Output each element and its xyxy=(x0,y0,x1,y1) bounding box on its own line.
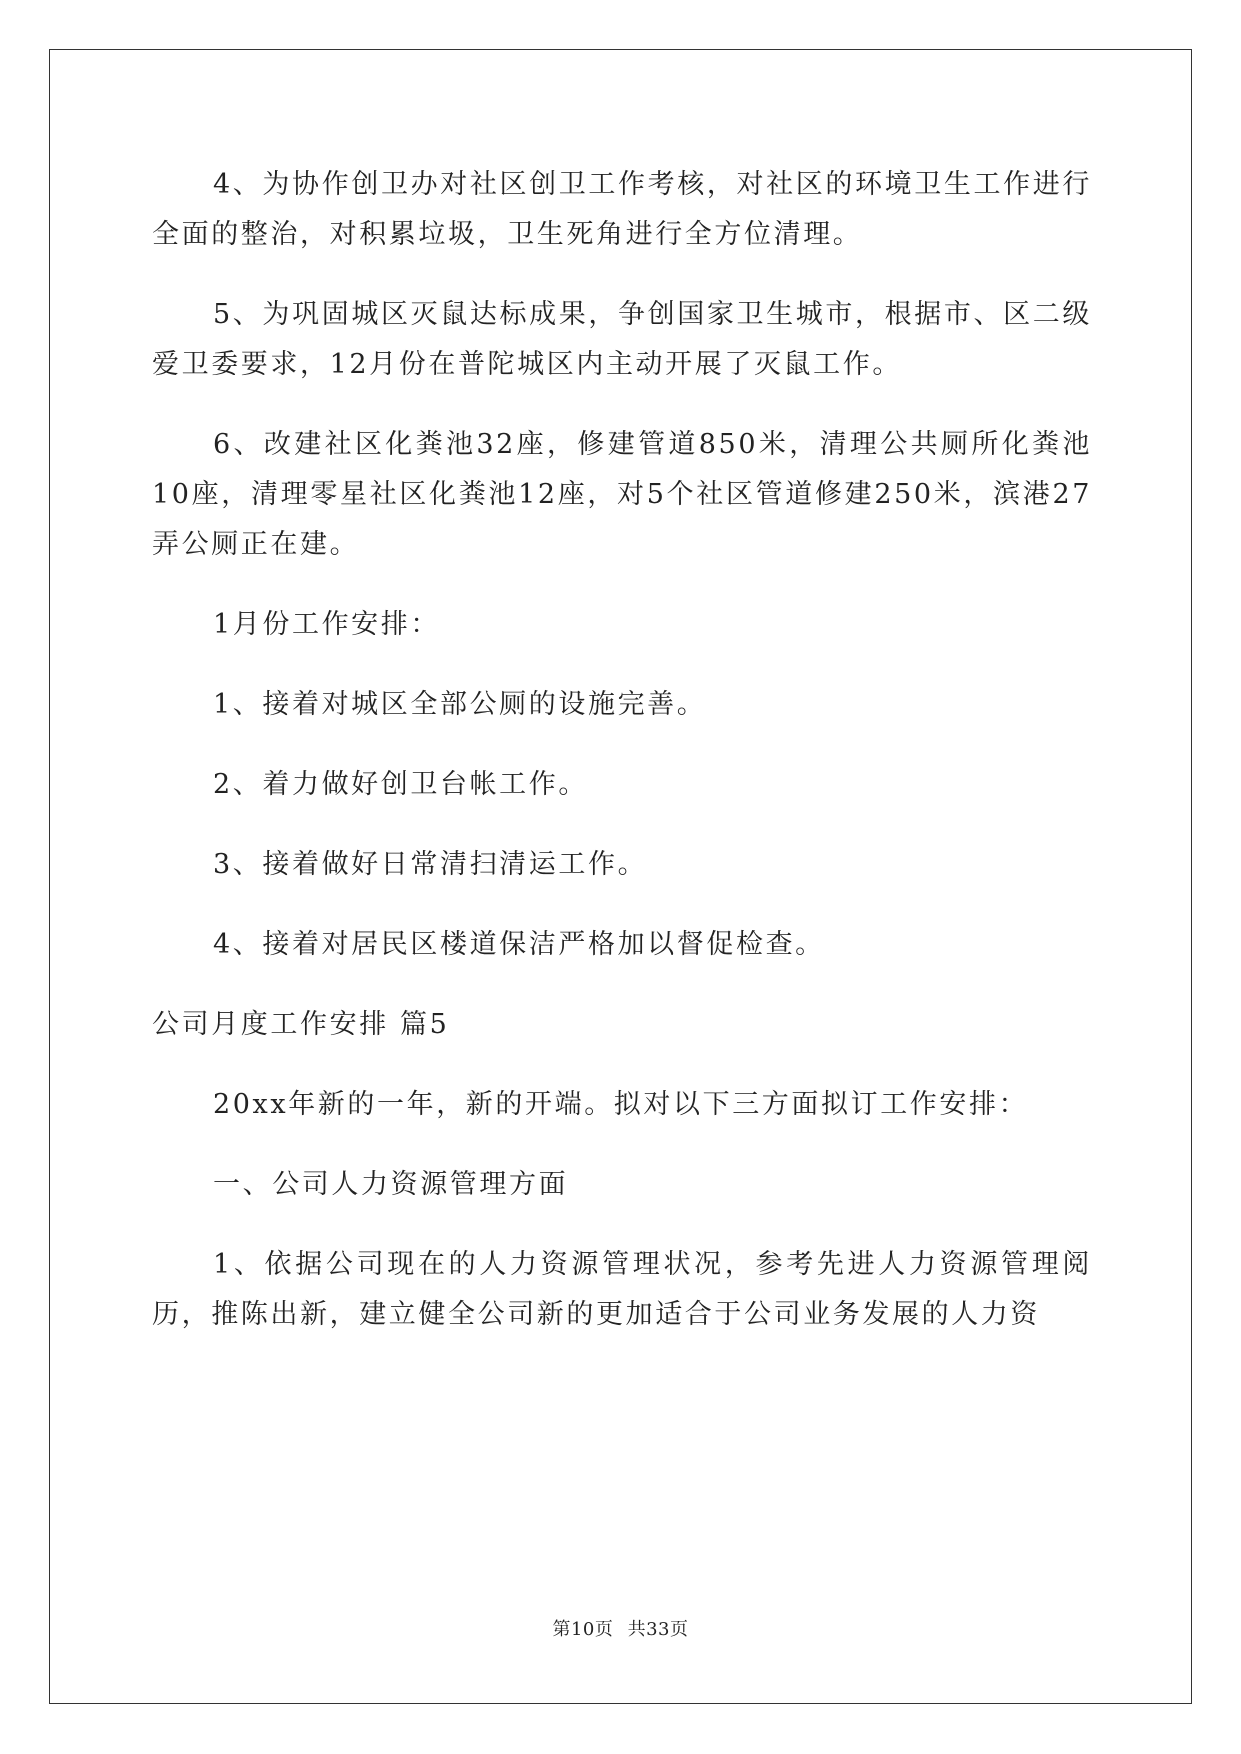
section-heading: 公司月度工作安排 篇5 xyxy=(152,1009,450,1040)
list-item: 3、接着做好日常清扫清运工作。 xyxy=(213,849,648,880)
document-body xyxy=(152,160,1092,1370)
list-item: 1、接着对城区全部公厕的设施完善。 xyxy=(213,689,707,720)
page-number-current: 第10页 xyxy=(552,1619,614,1640)
page-footer xyxy=(0,1615,1241,1641)
list-item: 4、接着对居民区楼道保洁严格加以督促检查。 xyxy=(213,929,825,960)
paragraph: 1、依据公司现在的人力资源管理状况，参考先进人力资源管理阅历，推陈出新，建立健全公司新的更加适合于公司业务发展的人力资 xyxy=(152,1249,1092,1330)
paragraph: 1月份工作安排： xyxy=(213,609,440,640)
list-item: 2、着力做好创卫台帐工作。 xyxy=(213,769,588,800)
paragraph: 20xx年新的一年，新的开端。拟对以下三方面拟订工作安排： xyxy=(213,1089,1029,1120)
paragraph: 6、改建社区化粪池32座，修建管道850米，清理公共厕所化粪池10座，清理零星社区化粪池12座，对5个社区管道修建250米，滨港27弄公厕正在建。 xyxy=(152,429,1092,560)
paragraph: 5、为巩固城区灭鼠达标成果，争创国家卫生城市，根据市、区二级爱卫委要求，12月份在普陀城区内主动开展了灭鼠工作。 xyxy=(152,299,1092,380)
page-number-total: 共33页 xyxy=(627,1619,689,1640)
paragraph: 4、为协作创卫办对社区创卫工作考核，对社区的环境卫生工作进行全面的整治，对积累垃圾，卫生死角进行全方位清理。 xyxy=(152,169,1092,250)
subsection-heading: 一、公司人力资源管理方面 xyxy=(213,1169,569,1200)
